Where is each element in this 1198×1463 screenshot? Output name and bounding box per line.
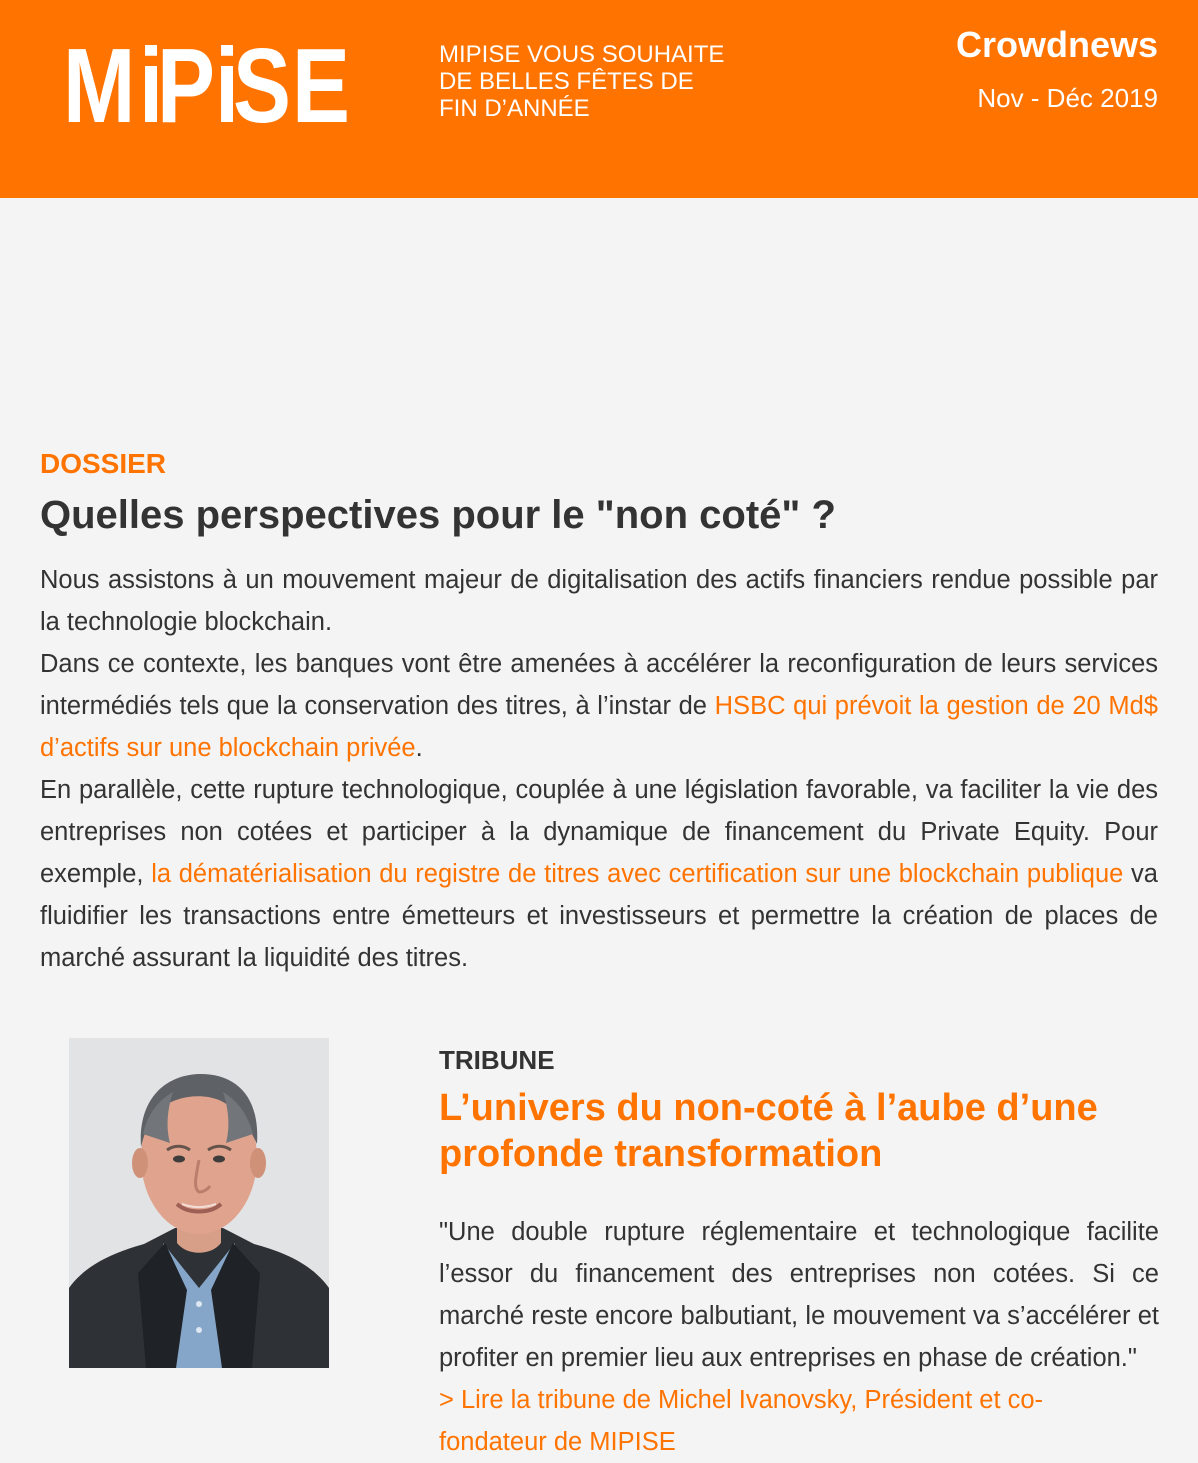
- newsletter-date: Nov - Déc 2019: [977, 83, 1158, 113]
- paragraph-text: En parallèle, cette rupture technologique, couplée à une législation favorable, va faciliter la vie des entreprises non cotées et participer à la dynamique de financement du Private Equity. Pour exemple,: [40, 776, 1158, 888]
- logo-letter: M: [63, 27, 136, 145]
- dossier-paragraph-3: [40, 769, 1158, 979]
- portrait-photo: [69, 1038, 329, 1368]
- dossier-title: Quelles perspectives pour le "non coté" ?: [40, 493, 836, 537]
- portrait-icon: [69, 1038, 329, 1368]
- tribune-quote: "Une double rupture réglementaire et technologique facilite l’essor du financement des entreprises non cotées. Si ce marché reste encore balbutiant, le mouvement va s’accélérer et profiter en premier lieu aux entreprises en phase de création.": [439, 1218, 1159, 1372]
- tagline-line: DE BELLES FÊTES DE: [439, 68, 694, 95]
- dossier-paragraph-2: [40, 643, 1158, 769]
- dossier-kicker: DOSSIER: [40, 448, 167, 479]
- tribune-title: L’univers du non-coté à l’aube d’une profonde transformation: [439, 1087, 1098, 1175]
- tagline-line: FIN D’ANNÉE: [439, 95, 590, 122]
- logo-letter: S: [232, 27, 291, 145]
- mipise-logo[interactable]: [63, 27, 350, 145]
- dossier-body: [40, 559, 1158, 979]
- registre-titres-blockchain-link[interactable]: la dématérialisation du registre de titres avec certification sur une blockchain publique: [151, 860, 1124, 888]
- paragraph-text: va fluidifier les transactions entre émetteurs et investisseurs et permettre la création de places de marché assurant la liquidité des titres.: [40, 860, 1158, 972]
- paragraph-text: Dans ce contexte, les banques vont être amenées à accélérer la reconfiguration de leurs services intermédiés tels que la conservation des titres, à l’instar de: [40, 650, 1158, 720]
- newsletter-brand: Crowdnews: [955, 24, 1158, 65]
- logo-letter: E: [291, 27, 350, 145]
- logo-letter: i: [215, 27, 240, 145]
- logo-letter: P: [156, 27, 215, 145]
- tribune-section: [439, 1043, 1159, 1463]
- dossier-paragraph-1: Nous assistons à un mouvement majeur de digitalisation des actifs financiers rendue possible par la technologie blockchain.: [40, 566, 1158, 636]
- holiday-tagline: [439, 41, 779, 122]
- paragraph-text: .: [415, 734, 423, 762]
- logo-letter: i: [139, 27, 164, 145]
- newsletter-header: [0, 0, 1198, 198]
- read-tribune-link[interactable]: > Lire la tribune de Michel Ivanovsky, Président et co-fondateur de MIPISE: [439, 1386, 1044, 1456]
- hsbc-blockchain-link[interactable]: HSBC qui prévoit la gestion de 20 Md$ d’actifs sur une blockchain privée: [40, 692, 1158, 762]
- tribune-kicker: TRIBUNE: [439, 1045, 555, 1075]
- tagline-line: MIPISE VOUS SOUHAITE: [439, 41, 725, 68]
